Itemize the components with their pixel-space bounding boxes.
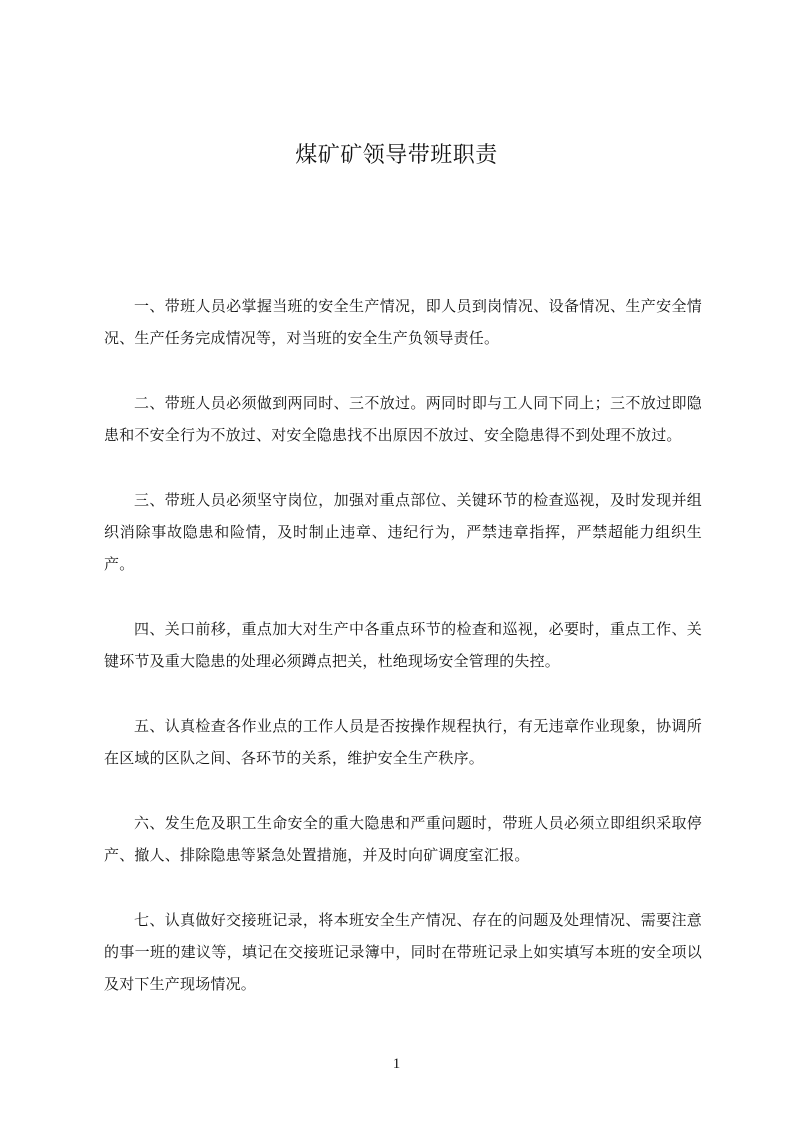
paragraph-4: 四、关口前移，重点加大对生产中各重点环节的检查和巡视，必要时，重点工作、关键环节及重大隐患的处理必须蹲点把关，杜绝现场安全管理的失控。 [104, 620, 702, 670]
paragraph-1: 一、带班人员必掌握当班的安全生产情况，即人员到岗情况、设备情况、生产安全情况、生产任务完成情况等，对当班的安全生产负领导责任。 [104, 297, 702, 347]
paragraph-7: 七、认真做好交接班记录，将本班安全生产情况、存在的问题及处理情况、需要注意的事一班的建议等，填记在交接班记录簿中，同时在带班记录上如实填写本班的安全项以及对下生产现场情况。 [104, 911, 702, 993]
paragraph-5: 五、认真检查各作业点的工作人员是否按操作规程执行，有无违章作业现象，协调所在区域的区队之间、各环节的关系，维护安全生产秩序。 [104, 717, 702, 767]
paragraph-2: 二、带班人员必须做到两同时、三不放过。两同时即与工人同下同上；三不放过即隐患和不安全行为不放过、对安全隐患找不出原因不放过、安全隐患得不到处理不放过。 [104, 394, 702, 444]
paragraph-6: 六、发生危及职工生命安全的重大隐患和严重问题时，带班人员必须立即组织采取停产、撤人、排除隐患等紧急处置措施，并及时向矿调度室汇报。 [104, 814, 702, 864]
page-number: 1 [392, 1056, 401, 1072]
page-title: 煤矿矿领导带班职责 [295, 143, 498, 168]
document-body [104, 290, 702, 1033]
paragraph-3: 三、带班人员必须坚守岗位，加强对重点部位、关键环节的检查巡视，及时发现并组织消除事故隐患和险情，及时制止违章、违纪行为，严禁违章指挥，严禁超能力组织生产。 [104, 491, 702, 573]
